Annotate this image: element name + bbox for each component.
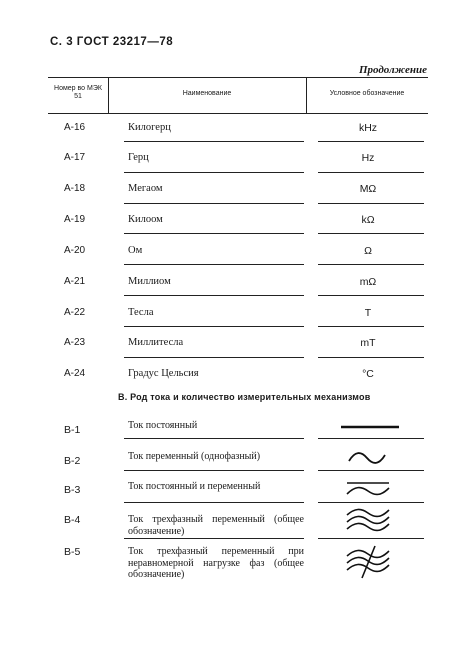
row-name: Килогерц — [128, 122, 171, 133]
continuation-label: Продолжение — [358, 64, 427, 76]
row-name: Миллитесла — [128, 337, 184, 348]
section-b-title: B. Род тока и количество измерительных механизмов — [118, 392, 371, 402]
row-code: B-5 — [64, 546, 81, 558]
row-name: Ток постоянный — [128, 420, 198, 431]
three-phase-unbalanced-icon — [335, 544, 415, 580]
table-top-rule — [48, 77, 428, 78]
row-divider — [318, 438, 424, 439]
three-phase-icon — [335, 506, 415, 534]
column-header-name: Наименование — [182, 90, 232, 97]
row-name: Градус Цельсия — [128, 368, 199, 379]
header-divider-1 — [108, 77, 109, 113]
row-code: A-19 — [64, 214, 86, 225]
row-divider — [318, 203, 424, 204]
row-code: A-18 — [64, 183, 86, 194]
row-divider — [318, 233, 424, 234]
row-divider — [318, 172, 424, 173]
row-code: B-4 — [64, 514, 81, 526]
header-bottom-rule — [48, 113, 428, 114]
row-divider — [318, 538, 424, 539]
row-name: Герц — [128, 152, 149, 163]
row-divider — [124, 172, 304, 173]
row-divider — [124, 233, 304, 234]
row-divider — [124, 502, 304, 503]
row-symbol: mΩ — [359, 276, 377, 288]
dc-ac-icon — [335, 476, 415, 500]
row-code: B-2 — [64, 455, 81, 467]
row-divider — [124, 438, 304, 439]
row-divider — [318, 264, 424, 265]
header-divider-2 — [306, 77, 307, 113]
page-header: С. 3 ГОСТ 23217—78 — [50, 36, 174, 48]
row-symbol: °C — [362, 368, 374, 380]
row-code: A-16 — [64, 122, 86, 133]
row-name: Ток трехфазный переменный при неравномерной нагрузке фаз (общее обозначение) — [128, 546, 304, 580]
row-divider — [124, 357, 304, 358]
row-divider — [318, 357, 424, 358]
row-divider — [124, 295, 304, 296]
row-divider — [124, 264, 304, 265]
row-code: A-20 — [64, 245, 86, 256]
row-symbol: T — [364, 307, 372, 319]
row-symbol: MΩ — [359, 183, 377, 195]
row-code: A-17 — [64, 152, 86, 163]
row-divider — [318, 502, 424, 503]
row-divider — [124, 538, 304, 539]
row-symbol: Ω — [364, 245, 372, 257]
row-code: A-24 — [64, 368, 86, 379]
row-divider — [318, 295, 424, 296]
row-name: Миллиом — [128, 276, 171, 287]
column-header-code: Номер во МЭК 51 — [54, 85, 102, 100]
row-code: B-1 — [64, 424, 81, 436]
row-name: Ток постоянный и переменный — [128, 481, 261, 492]
row-symbol: kHz — [358, 122, 378, 134]
row-symbol: Hz — [361, 152, 375, 164]
row-divider — [124, 141, 304, 142]
row-symbol: mT — [360, 337, 376, 349]
row-name: Ом — [128, 245, 143, 256]
row-code: B-3 — [64, 484, 81, 496]
row-code: A-21 — [64, 276, 86, 287]
row-name: Мегаом — [128, 183, 163, 194]
row-divider — [124, 203, 304, 204]
dc-line-icon — [335, 416, 415, 438]
row-code: A-22 — [64, 307, 86, 318]
row-symbol: kΩ — [361, 214, 375, 226]
row-divider — [318, 326, 424, 327]
row-code: A-23 — [64, 337, 86, 348]
row-divider — [124, 326, 304, 327]
row-divider — [318, 470, 424, 471]
row-divider — [124, 470, 304, 471]
row-divider — [318, 141, 424, 142]
row-name: Ток переменный (однофазный) — [128, 451, 261, 462]
column-header-symbol: Условное обозначение — [329, 90, 405, 97]
ac-wave-icon — [335, 447, 415, 469]
row-name: Ток трехфазный переменный (общее обозначение) — [128, 514, 304, 537]
row-name: Килоом — [128, 214, 163, 225]
row-name: Тесла — [128, 307, 154, 318]
